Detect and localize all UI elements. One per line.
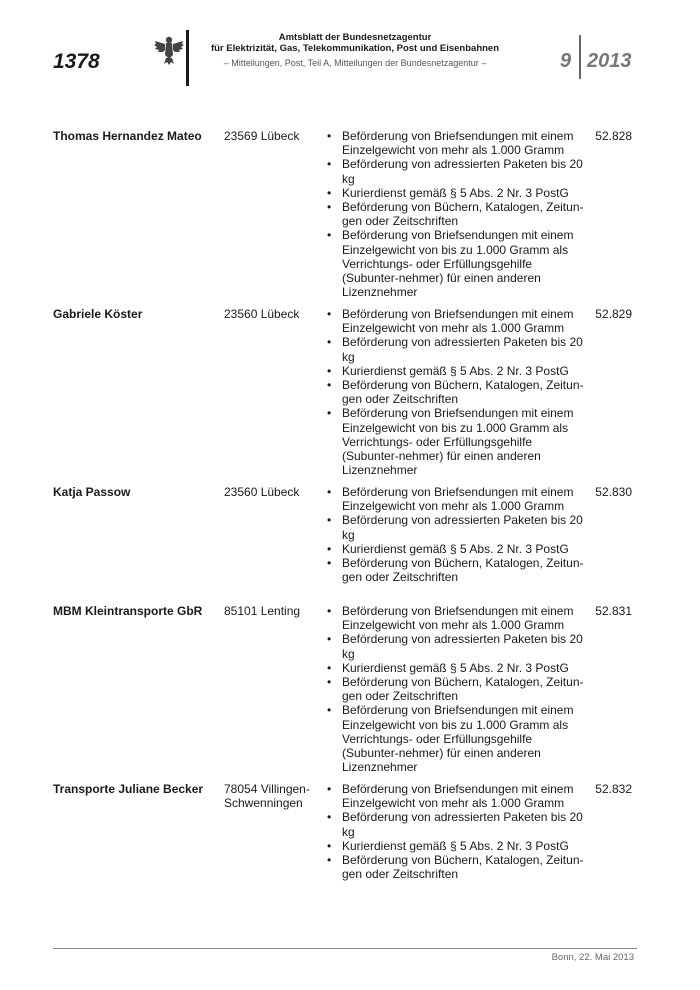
license-number: 52.829 [595, 307, 632, 321]
service-item: • Beförderung von Briefsendungen mit einem Einzelgewicht von mehr als 1.000 Gramm [325, 307, 587, 335]
service-item: • Kurierdienst gemäß § 5 Abs. 2 Nr. 3 PostG [325, 839, 587, 853]
service-item: • Beförderung von Büchern, Katalogen, Zeitun-gen oder Zeitschriften [325, 556, 587, 584]
federal-eagle-icon [152, 33, 186, 67]
issue-divider [579, 35, 581, 79]
service-list [325, 485, 587, 584]
service-item: • Beförderung von Briefsendungen mit einem Einzelgewicht von mehr als 1.000 Gramm [325, 604, 587, 632]
license-number: 52.828 [595, 129, 632, 143]
service-item: • Beförderung von adressierten Paketen bis 20 kg [325, 810, 587, 838]
issue-year: 2013 [587, 50, 632, 72]
licensee-name: Thomas Hernandez Mateo [53, 129, 202, 143]
licensee-location: 78054 Villingen-Schwenningen [224, 782, 310, 811]
licensee-name: Katja Passow [53, 485, 131, 499]
service-item: • Kurierdienst gemäß § 5 Abs. 2 Nr. 3 PostG [325, 364, 587, 378]
publication-title [190, 32, 520, 54]
flag-stripe [186, 30, 189, 86]
footer-rule [53, 948, 637, 949]
licensee-location: 23560 Lübeck [224, 307, 300, 321]
service-item: • Beförderung von Briefsendungen mit einem Einzelgewicht von mehr als 1.000 Gramm [325, 129, 587, 157]
licensee-name: Transporte Juliane Becker [53, 782, 204, 796]
service-list [325, 782, 587, 881]
service-item: • Beförderung von Büchern, Katalogen, Zeitun-gen oder Zeitschriften [325, 200, 587, 228]
service-item: • Kurierdienst gemäß § 5 Abs. 2 Nr. 3 PostG [325, 661, 587, 675]
publication-subtitle: – Mitteilungen, Post, Teil A, Mitteilungen der Bundesnetzagentur – [223, 58, 487, 68]
license-number: 52.832 [595, 782, 632, 796]
service-item: • Beförderung von adressierten Paketen bis 20 kg [325, 632, 587, 660]
service-item: • Beförderung von adressierten Paketen bis 20 kg [325, 335, 587, 363]
page-number: 1378 [53, 50, 100, 73]
service-item: • Beförderung von Büchern, Katalogen, Zeitun-gen oder Zeitschriften [325, 853, 587, 881]
page-header [0, 0, 700, 100]
issue-number: 9 [560, 50, 572, 72]
license-number: 52.831 [595, 604, 632, 618]
service-item: • Kurierdienst gemäß § 5 Abs. 2 Nr. 3 PostG [325, 542, 587, 556]
service-item: • Beförderung von Briefsendungen mit einem Einzelgewicht von bis zu 1.000 Gramm als Verrichtungs- oder Erfüllungsgehilfe (Subunter-nehmer) für einen anderen Lizenznehmer [325, 406, 587, 477]
licensee-name: Gabriele Köster [53, 307, 143, 321]
service-item: • Beförderung von Büchern, Katalogen, Zeitun-gen oder Zeitschriften [325, 675, 587, 703]
service-item: • Kurierdienst gemäß § 5 Abs. 2 Nr. 3 PostG [325, 186, 587, 200]
service-item: • Beförderung von adressierten Paketen bis 20 kg [325, 157, 587, 185]
service-item: • Beförderung von Büchern, Katalogen, Zeitun-gen oder Zeitschriften [325, 378, 587, 406]
licensee-location: 23560 Lübeck [224, 485, 300, 499]
service-list [325, 129, 587, 299]
service-item: • Beförderung von Briefsendungen mit einem Einzelgewicht von bis zu 1.000 Gramm als Verrichtungs- oder Erfüllungsgehilfe (Subunter-nehmer) für einen anderen Lizenznehmer [325, 703, 587, 774]
publication-title-line1: Amtsblatt der Bundesnetzagentur [278, 32, 432, 43]
license-number: 52.830 [595, 485, 632, 499]
licensee-location: 23569 Lübeck [224, 129, 300, 143]
publication-title-line2: für Elektrizität, Gas, Telekommunikation, Post und Eisenbahnen [210, 43, 500, 54]
licensee-location: 85101 Lenting [224, 604, 301, 618]
service-item: • Beförderung von adressierten Paketen bis 20 kg [325, 513, 587, 541]
service-item: • Beförderung von Briefsendungen mit einem Einzelgewicht von mehr als 1.000 Gramm [325, 485, 587, 513]
service-item: • Beförderung von Briefsendungen mit einem Einzelgewicht von mehr als 1.000 Gramm [325, 782, 587, 810]
service-list [325, 604, 587, 774]
service-list [325, 307, 587, 477]
service-item: • Beförderung von Briefsendungen mit einem Einzelgewicht von bis zu 1.000 Gramm als Verrichtungs- oder Erfüllungsgehilfe (Subunter-nehmer) für einen anderen Lizenznehmer [325, 228, 587, 299]
licensee-name: MBM Kleintransporte GbR [53, 604, 203, 618]
footer-date: Bonn, 22. Mai 2013 [551, 952, 634, 963]
